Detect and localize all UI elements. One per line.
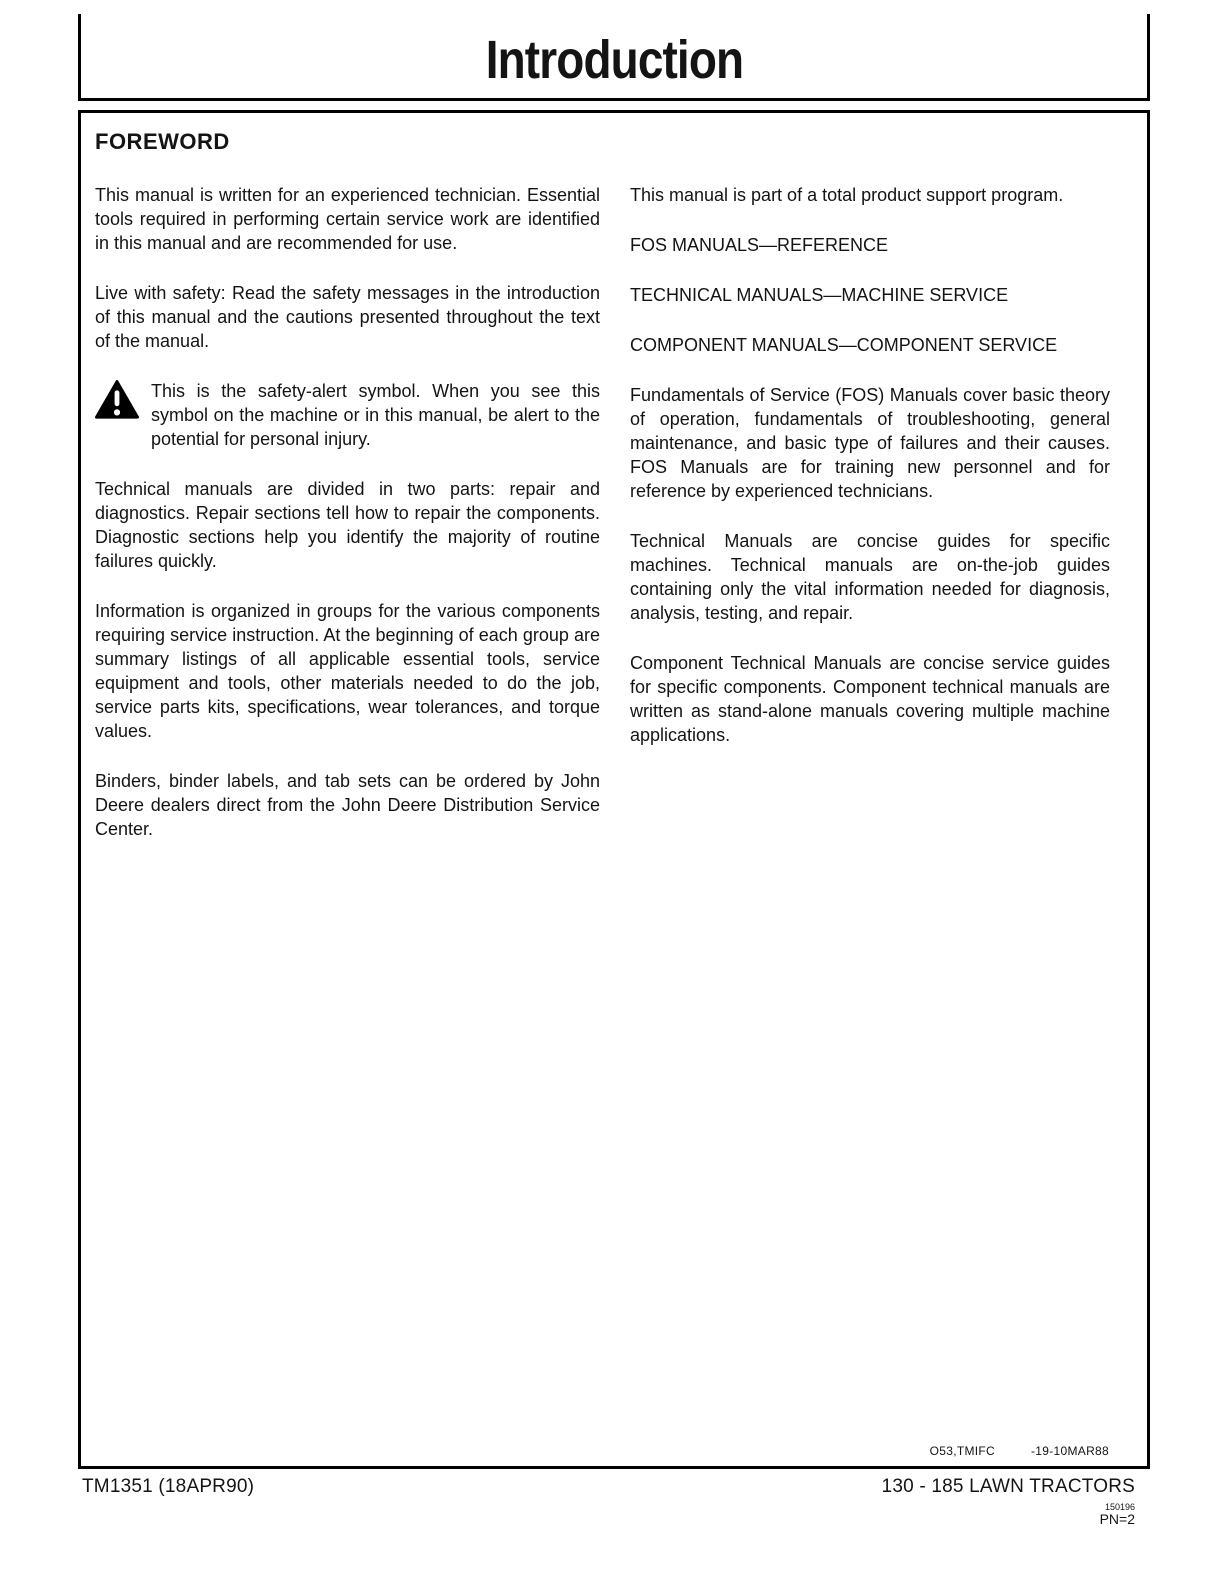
manual-id: TM1351 (18APR90): [82, 1476, 255, 1497]
page-footer: [82, 1476, 1135, 1527]
page-title-box: [78, 14, 1150, 101]
footer-right-stack: [882, 1476, 1135, 1527]
two-column-text: [81, 155, 1147, 867]
page-title: Introduction: [485, 30, 743, 90]
revision-stamp: [930, 1444, 1109, 1458]
stamp-date: -19-10MAR88: [1030, 1444, 1109, 1458]
safety-alert-icon: [95, 379, 139, 451]
print-code: 150196: [1104, 1502, 1135, 1512]
right-column: [630, 183, 1110, 867]
body-paragraph: This manual is written for an experienced technician. Essential tools required in performing certain service work are identified in this manual and are recommended for use.: [95, 185, 600, 253]
body-paragraph: Technical manuals are divided in two parts: repair and diagnostics. Repair sections tell how to repair the components. Diagnostic sections help you identify the majority of routine failures quickly.: [95, 479, 600, 571]
body-paragraph: Technical Manuals are concise guides for specific machines. Technical manuals are on-the-job guides containing only the vital information needed for diagnosis, analysis, testing, and repair.: [630, 531, 1110, 623]
body-paragraph: Fundamentals of Service (FOS) Manuals cover basic theory of operation, fundamentals of troubleshooting, general maintenance, and basic type of failures and their causes. FOS Manuals are for training new personnel and for reference by experienced technicians.: [630, 385, 1110, 501]
page-number: PN=2: [1099, 1511, 1135, 1527]
stamp-code: O53,TMIFC: [929, 1444, 995, 1458]
safety-alert-text: This is the safety-alert symbol. When you see this symbol on the machine or in this manual, be alert to the potential for personal injury.: [151, 381, 600, 449]
product-line: 130 - 185 LAWN TRACTORS: [881, 1476, 1135, 1497]
section-heading: FOREWORD: [95, 129, 230, 154]
manual-type-heading: TECHNICAL MANUALS—MACHINE SERVICE: [630, 285, 1009, 305]
manual-type-heading: COMPONENT MANUALS—COMPONENT SERVICE: [630, 335, 1058, 355]
left-column: [95, 183, 600, 867]
body-paragraph: This manual is part of a total product support program.: [630, 185, 1064, 205]
body-paragraph: Information is organized in groups for the various components requiring service instruction. At the beginning of each group are summary listings of all applicable essential tools, service equipment and tools, other materials needed to do the job, service parts kits, specifications, wear tolerances, and torque values.: [95, 601, 600, 741]
manual-type-heading: FOS MANUALS—REFERENCE: [630, 235, 889, 255]
body-paragraph: Binders, binder labels, and tab sets can be ordered by John Deere dealers direct from the John Deere Distribution Service Center.: [95, 771, 600, 839]
safety-alert-block: [95, 379, 600, 451]
foreword-section: [78, 110, 1150, 1469]
body-paragraph: Component Technical Manuals are concise service guides for specific components. Component technical manuals are written as stand-alone manuals covering multiple machine applications.: [630, 653, 1110, 745]
body-paragraph: Live with safety: Read the safety messages in the introduction of this manual and the cautions presented throughout the text of the manual.: [95, 283, 600, 351]
